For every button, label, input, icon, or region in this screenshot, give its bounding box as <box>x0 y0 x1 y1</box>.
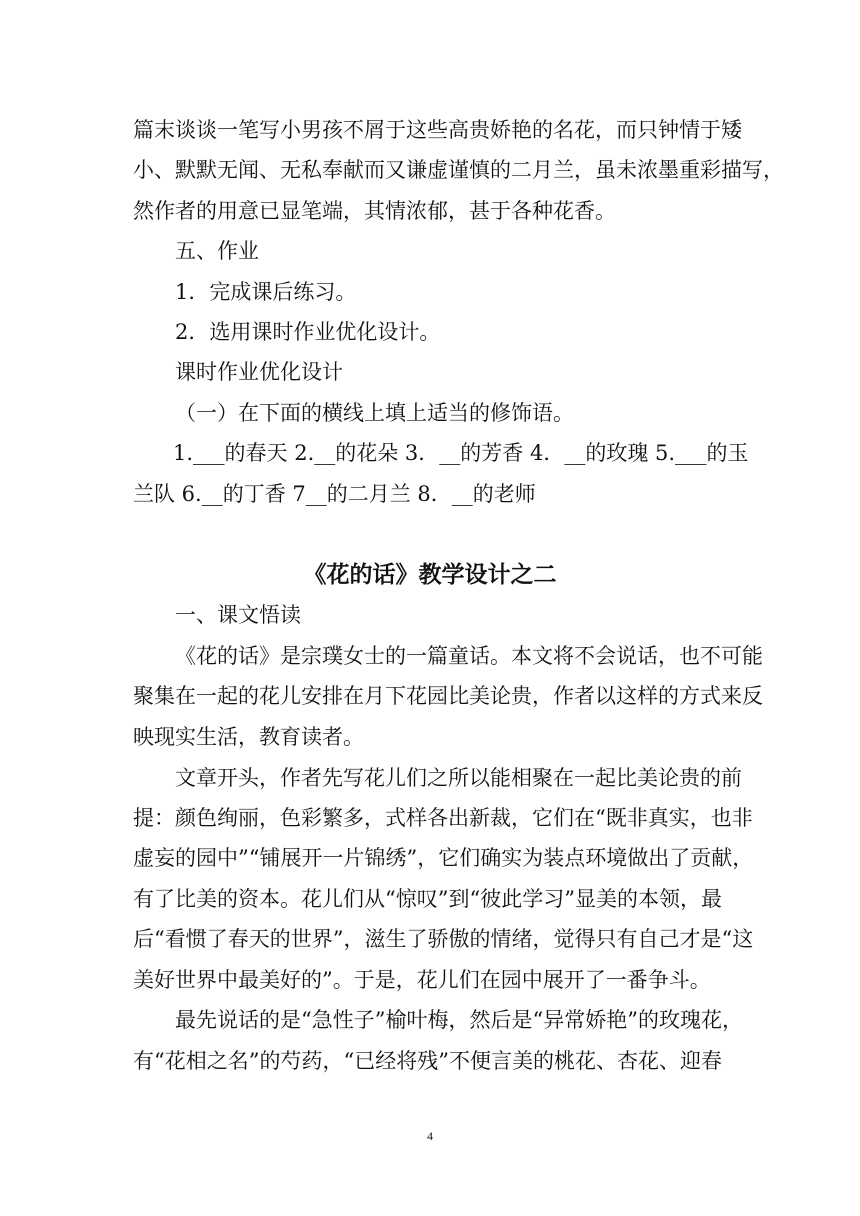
subsection-heading: 课时作业优化设计 <box>175 360 343 384</box>
paragraph-line: 美好世界中最美好的”。于是，花儿们在园中展开了一番争斗。 <box>133 968 711 992</box>
exercise-line: 兰队 6.__的丁香 7__的二月兰 8．__的老师 <box>133 482 536 506</box>
section-title: 《花的话》教学设计之二 <box>303 561 557 588</box>
paragraph-line: 聚集在一起的花儿安排在月下花园比美论贵，作者以这样的方式来反 <box>133 684 763 708</box>
section-heading: 五、作业 <box>175 239 259 263</box>
list-item: 1．完成课后练习。 <box>175 280 357 304</box>
paragraph-line: 文章开头，作者先写花儿们之所以能相聚在一起比美论贵的前 <box>175 766 742 790</box>
list-item: 2．选用课时作业优化设计。 <box>175 320 441 344</box>
paragraph-line: 虚妄的园中”“铺展开一片锦绣”，它们确实为装点环境做出了贡献， <box>133 846 754 870</box>
paragraph-line: 《花的话》是宗璞女士的一篇童话。本文将不会说话，也不可能 <box>175 644 763 668</box>
page-number: 4 <box>427 1129 433 1143</box>
paragraph-line: 有了比美的资本。花儿们从“惊叹”到“彼此学习”显美的本领，最 <box>133 887 722 911</box>
paragraph-line: 后“看惯了春天的世界”，滋生了骄傲的情绪，觉得只有自己才是“这 <box>133 927 754 951</box>
paragraph-line: 篇末谈谈一笔写小男孩不屑于这些高贵娇艳的名花，而只钟情于矮 <box>133 118 742 142</box>
section-heading: 一、课文悟读 <box>175 603 301 627</box>
exercise-line: 1.___的春天 2.__的花朵 3．__的芳香 4．__的玫瑰 5.___的玉 <box>173 441 749 465</box>
paragraph-line: 映现实生活，教育读者。 <box>133 725 364 749</box>
paragraph-line: 最先说话的是“急性子”榆叶梅，然后是“异常娇艳”的玫瑰花， <box>175 1008 743 1032</box>
paragraph-line: 然作者的用意已显笔端，其情浓郁，甚于各种花香。 <box>133 199 616 223</box>
paragraph-line: 小、默默无闻、无私奉献而又谦虚谨慎的二月兰，虽未浓墨重彩描写， <box>133 158 784 182</box>
exercise-instruction: （一）在下面的横线上填上适当的修饰语。 <box>175 401 574 425</box>
paragraph-line: 有“花相之名”的芍药，“已经将残”不便言美的桃花、杏花、迎春 <box>133 1049 722 1073</box>
paragraph-line: 提：颜色绚丽，色彩繁多，式样各出新裁，它们在“既非真实，也非 <box>133 806 753 830</box>
